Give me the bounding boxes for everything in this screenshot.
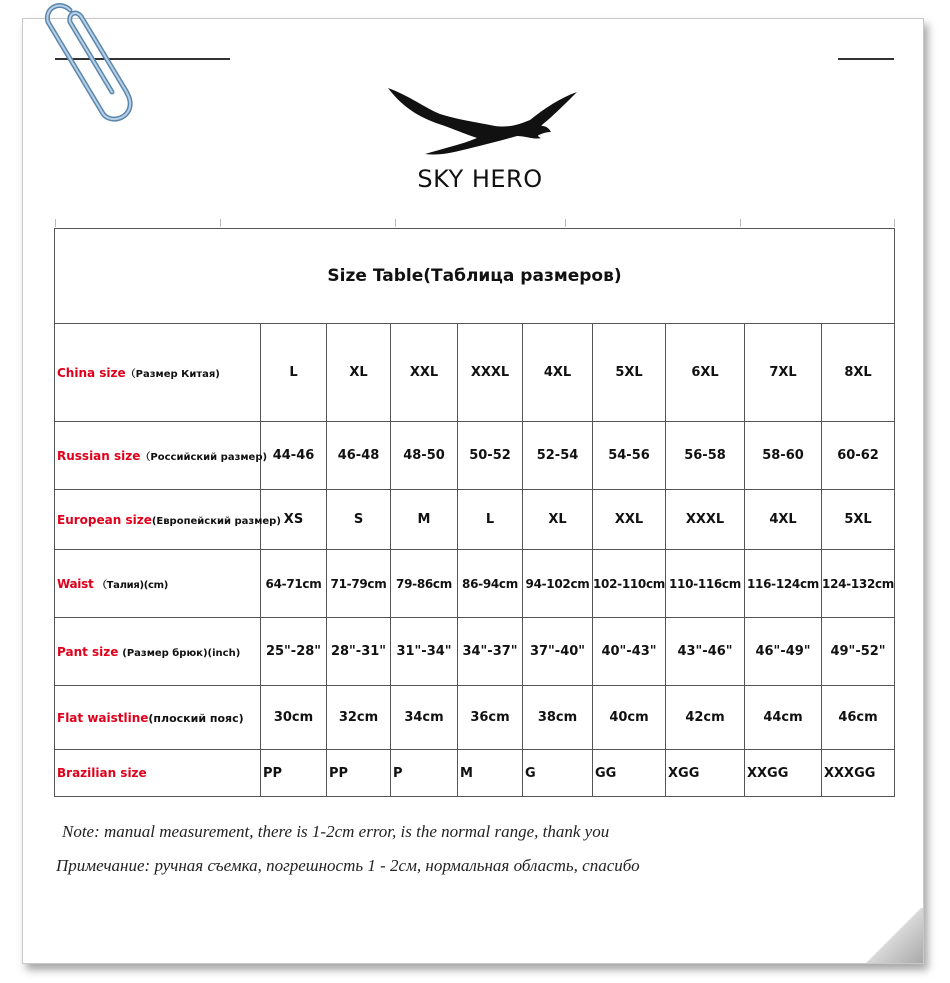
table-cell: XXGG [745, 750, 822, 797]
table-cell: PP [327, 750, 391, 797]
table-cell: 102-110cm [593, 550, 666, 618]
table-cell: 50-52 [458, 422, 523, 490]
eagle-logo-icon [385, 78, 580, 158]
table-cell: XXL [593, 490, 666, 550]
table-cell: 46"-49" [745, 618, 822, 686]
table-cell: 64-71cm [261, 550, 327, 618]
table-cell: 25"-28" [261, 618, 327, 686]
table-cell: 4XL [523, 324, 593, 422]
table-row [55, 750, 895, 797]
row-label: Russian size（Российский размер) [55, 422, 261, 490]
table-cell: 44-46 [261, 422, 327, 490]
table-cell: 30cm [261, 686, 327, 750]
table-cell: L [458, 490, 523, 550]
table-cell: G [523, 750, 593, 797]
table-row [55, 686, 895, 750]
table-cell: XXXL [458, 324, 523, 422]
table-cell: 79-86cm [391, 550, 458, 618]
table-cell: 5XL [822, 490, 895, 550]
table-cell: 40cm [593, 686, 666, 750]
table-cell: 28"-31" [327, 618, 391, 686]
table-cell: 46cm [822, 686, 895, 750]
table-row [55, 618, 895, 686]
table-cell: S [327, 490, 391, 550]
table-cell: 31"-34" [391, 618, 458, 686]
table-cell: 8XL [822, 324, 895, 422]
table-cell: XXXGG [822, 750, 895, 797]
table-cell: 48-50 [391, 422, 458, 490]
table-cell: 86-94cm [458, 550, 523, 618]
row-label: Pant size (Размер брюк)(inch) [55, 618, 261, 686]
paperclip-icon [30, 0, 140, 125]
table-cell: 38cm [523, 686, 593, 750]
table-cell: PP [261, 750, 327, 797]
table-cell: 34"-37" [458, 618, 523, 686]
table-cell: 46-48 [327, 422, 391, 490]
table-cell: XL [327, 324, 391, 422]
row-label: China size（Размер Китая) [55, 324, 261, 422]
table-cell: 60-62 [822, 422, 895, 490]
table-row [55, 422, 895, 490]
table-cell: 49"-52" [822, 618, 895, 686]
table-cell: 56-58 [666, 422, 745, 490]
page-curl [863, 908, 923, 963]
table-cell: 32cm [327, 686, 391, 750]
table-cell: 124-132cm [822, 550, 895, 618]
row-label: Brazilian size [55, 750, 261, 797]
table-cell: 4XL [745, 490, 822, 550]
table-title-row [55, 229, 895, 324]
table-cell: 58-60 [745, 422, 822, 490]
table-cell: 52-54 [523, 422, 593, 490]
table-cell: 110-116cm [666, 550, 745, 618]
table-row [55, 550, 895, 618]
table-cell: 54-56 [593, 422, 666, 490]
table-title: Size Table(Таблица размеров) [55, 229, 895, 324]
table-cell: 42cm [666, 686, 745, 750]
table-cell: 94-102cm [523, 550, 593, 618]
table-cell: 71-79cm [327, 550, 391, 618]
table-cell: M [391, 490, 458, 550]
size-table [54, 228, 895, 797]
table-row [55, 324, 895, 422]
table-cell: XXL [391, 324, 458, 422]
table-cell: XGG [666, 750, 745, 797]
brand-name: SKY HERO [417, 165, 543, 193]
row-label: European size(Европейский размер) [55, 490, 261, 550]
table-cell: XS [261, 490, 327, 550]
table-cell: 34cm [391, 686, 458, 750]
table-cell: GG [593, 750, 666, 797]
table-cell: L [261, 324, 327, 422]
table-cell: 43"-46" [666, 618, 745, 686]
table-cell: M [458, 750, 523, 797]
table-cell: 6XL [666, 324, 745, 422]
top-rule-right [838, 58, 894, 60]
table-cell: P [391, 750, 458, 797]
table-cell: XL [523, 490, 593, 550]
row-label: Flat waistline(плоский пояс) [55, 686, 261, 750]
note-english: Note: manual measurement, there is 1-2cm error, is the normal range, thank you [62, 822, 610, 841]
table-cell: 7XL [745, 324, 822, 422]
table-cell: 116-124cm [745, 550, 822, 618]
note-russian: Примечание: ручная съемка, погрешность 1 - 2см, нормальная область, спасибо [56, 856, 640, 875]
table-cell: 36cm [458, 686, 523, 750]
table-row [55, 490, 895, 550]
table-cell: 37"-40" [523, 618, 593, 686]
table-cell: XXXL [666, 490, 745, 550]
table-cell: 5XL [593, 324, 666, 422]
table-cell: 44cm [745, 686, 822, 750]
table-cell: 40"-43" [593, 618, 666, 686]
row-label: Waist （Талия)(cm) [55, 550, 261, 618]
